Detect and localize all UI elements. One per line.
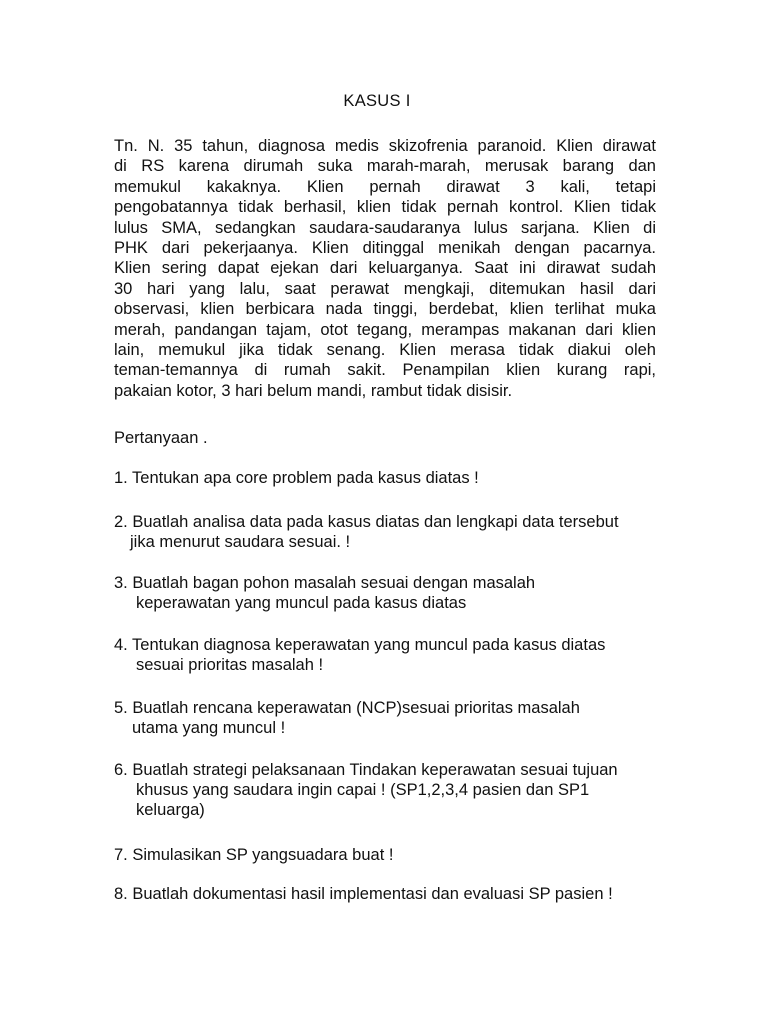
- question-continuation: khusus yang saudara ingin capai ! (SP1,2,3,4 pasien dan SP1: [136, 781, 590, 799]
- question-text: 6. Buatlah strategi pelaksanaan Tindakan keperawatan sesuai tujuan: [114, 761, 618, 779]
- case-line: lain, memukul jika tidak senang. Klien merasa tidak diakui oleh: [114, 340, 656, 359]
- question-text: 8. Buatlah dokumentasi hasil implementasi dan evaluasi SP pasien !: [114, 885, 613, 903]
- question-continuation: keluarga): [136, 801, 205, 819]
- question-item: [114, 635, 605, 675]
- document-title: KASUS I: [343, 92, 411, 110]
- case-line: di RS karena dirumah suka marah-marah, merusak barang dan: [114, 157, 656, 176]
- case-line: pengobatannya tidak berhasil, klien tidak pernah kontrol. Klien tidak: [114, 198, 656, 217]
- question-text: 1. Tentukan apa core problem pada kasus diatas !: [114, 469, 479, 487]
- question-continuation: utama yang muncul !: [132, 719, 286, 737]
- case-line: lulus SMA, sedangkan saudara-saudaranya lulus sarjana. Klien di: [114, 218, 656, 237]
- question-item: [114, 468, 479, 488]
- question-text: 3. Buatlah bagan pohon masalah sesuai dengan masalah: [114, 574, 536, 592]
- case-line: pakaian kotor, 3 hari belum mandi, rambut tidak disisir.: [114, 381, 513, 400]
- question-item: [114, 845, 393, 865]
- question-item: [114, 573, 535, 613]
- question-item: [114, 698, 580, 738]
- case-line: Klien sering dapat ejekan dari keluarganya. Saat ini dirawat sudah: [114, 259, 656, 278]
- case-paragraph: [114, 136, 656, 401]
- question-text: 4. Tentukan diagnosa keperawatan yang muncul pada kasus diatas: [114, 636, 606, 654]
- question-text: 5. Buatlah rencana keperawatan (NCP)sesuai prioritas masalah: [114, 699, 580, 717]
- question-text: 2. Buatlah analisa data pada kasus diatas dan lengkapi data tersebut: [114, 513, 619, 531]
- case-line: PHK dari pekerjaanya. Klien ditinggal menikah dengan pacarnya.: [114, 238, 656, 257]
- case-line: merah, pandangan tajam, otot tegang, merampas makanan dari klien: [114, 320, 656, 339]
- question-item: [114, 884, 613, 904]
- question-continuation: keperawatan yang muncul pada kasus diatas: [136, 594, 467, 612]
- question-text: 7. Simulasikan SP yangsuadara buat !: [114, 846, 394, 864]
- question-continuation: jika menurut saudara sesuai. !: [130, 533, 351, 551]
- case-line: teman-temannya di rumah sakit. Penampilan klien kurang rapi,: [114, 361, 656, 380]
- questions-label: Pertanyaan .: [114, 429, 208, 447]
- case-line: 30 hari yang lalu, saat perawat mengkaji, ditemukan hasil dari: [114, 279, 656, 298]
- case-line: observasi, klien berbicara nada tinggi, berdebat, klien terlihat muka: [114, 300, 656, 319]
- question-item: [114, 512, 619, 552]
- question-continuation: sesuai prioritas masalah !: [136, 656, 324, 674]
- case-line: memukul kakaknya. Klien pernah dirawat 3 kali, tetapi: [114, 177, 656, 196]
- question-item: [114, 760, 618, 820]
- case-line: Tn. N. 35 tahun, diagnosa medis skizofrenia paranoid. Klien dirawat: [114, 137, 656, 155]
